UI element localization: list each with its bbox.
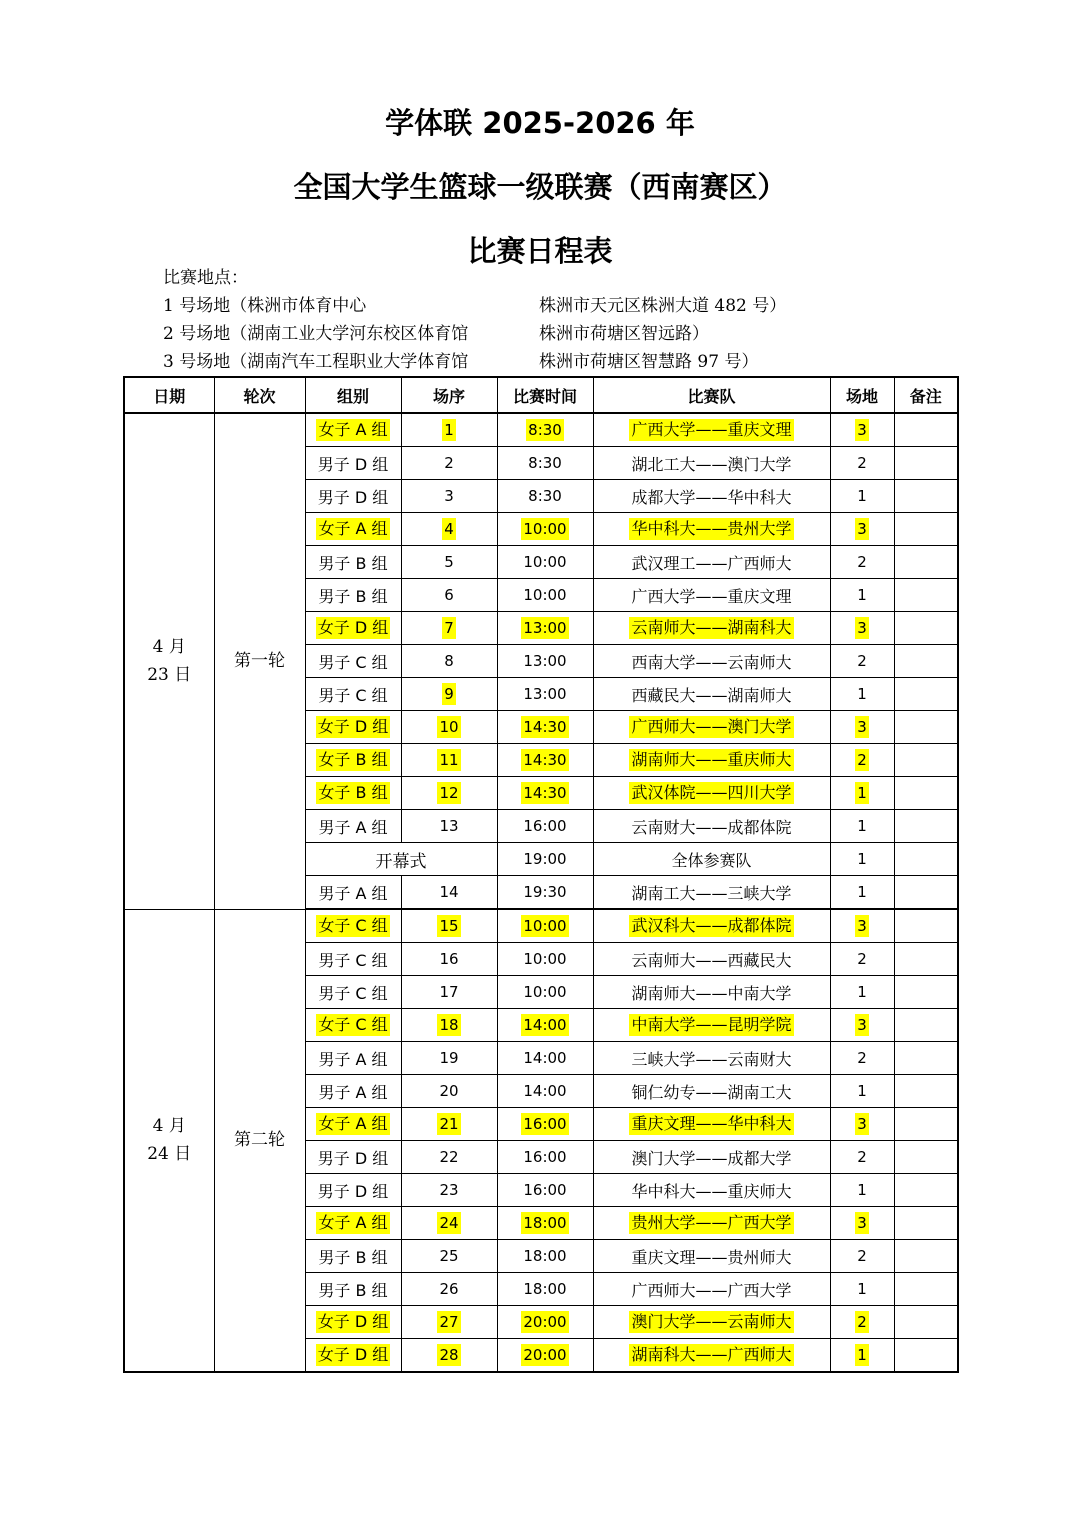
highlighted-text: 11 <box>439 751 459 769</box>
highlighted-text: 武汉科大——成都体院 <box>631 916 792 935</box>
venue-cell: 1 <box>830 976 894 1009</box>
round-cell: 第一轮 <box>214 413 305 909</box>
highlighted-text: 女子 C 组 <box>318 916 388 935</box>
seq-cell <box>401 513 497 546</box>
header-group: 组别 <box>305 377 401 413</box>
highlighted-text: 女子 B 组 <box>318 750 388 769</box>
seq-cell: 26 <box>401 1273 497 1306</box>
note-cell <box>894 777 958 810</box>
note-cell <box>894 1108 958 1141</box>
highlighted-text: 女子 D 组 <box>317 717 389 736</box>
time-cell <box>497 612 593 645</box>
teams-cell <box>593 744 830 777</box>
time-cell <box>497 1306 593 1339</box>
time-cell: 14:00 <box>497 1075 593 1108</box>
time-cell: 16:00 <box>497 1141 593 1174</box>
venue-cell <box>830 1009 894 1042</box>
note-cell <box>894 645 958 678</box>
time-cell <box>497 909 593 943</box>
time-cell <box>497 1207 593 1240</box>
highlighted-text: 21 <box>439 1115 459 1133</box>
note-cell <box>894 546 958 579</box>
teams-cell: 武汉理工——广西师大 <box>593 546 830 579</box>
time-cell <box>497 744 593 777</box>
highlighted-text: 重庆文理——华中科大 <box>631 1114 792 1133</box>
seq-cell: 23 <box>401 1174 497 1207</box>
venue-cell: 1 <box>830 480 894 513</box>
note-cell <box>894 413 958 447</box>
highlighted-text: 16:00 <box>523 1115 567 1133</box>
document-title <box>0 96 1080 288</box>
time-cell <box>497 1339 593 1373</box>
header-venue: 场地 <box>830 377 894 413</box>
seq-cell <box>401 744 497 777</box>
highlighted-text: 广西大学——重庆文理 <box>631 420 792 439</box>
venue-cell: 1 <box>830 1174 894 1207</box>
note-cell <box>894 744 958 777</box>
venue-cell <box>830 909 894 943</box>
header-note: 备注 <box>894 377 958 413</box>
highlighted-text: 14:30 <box>523 784 567 802</box>
time-cell: 18:00 <box>497 1273 593 1306</box>
time-cell: 14:00 <box>497 1042 593 1075</box>
highlighted-text: 华中科大——贵州大学 <box>631 519 792 538</box>
group-cell <box>305 1306 401 1339</box>
venue-cell <box>830 1207 894 1240</box>
seq-cell: 3 <box>401 480 497 513</box>
venue-heading: 比赛地点： <box>163 268 248 288</box>
round-cell: 第二轮 <box>214 909 305 1372</box>
highlighted-text: 1 <box>857 784 867 802</box>
highlighted-text: 14:30 <box>523 718 567 736</box>
venue-item <box>163 292 787 320</box>
time-cell: 8:30 <box>497 447 593 480</box>
venue-cell: 1 <box>830 579 894 612</box>
teams-cell: 云南师大——西藏民大 <box>593 943 830 976</box>
highlighted-text: 湖南师大——重庆师大 <box>631 750 792 769</box>
group-cell: 男子 C 组 <box>305 678 401 711</box>
seq-cell <box>401 413 497 447</box>
highlighted-text: 3 <box>857 421 867 439</box>
note-cell <box>894 480 958 513</box>
note-cell <box>894 843 958 876</box>
seq-cell: 19 <box>401 1042 497 1075</box>
teams-cell <box>593 777 830 810</box>
group-cell: 男子 A 组 <box>305 1075 401 1108</box>
venue-cell: 1 <box>830 876 894 910</box>
group-cell <box>305 909 401 943</box>
teams-cell <box>593 413 830 447</box>
venue-name: 1 号场地（株洲市体育中心 <box>163 296 367 316</box>
teams-cell <box>593 711 830 744</box>
highlighted-text: 2 <box>857 751 867 769</box>
teams-cell: 湖北工大——澳门大学 <box>593 447 830 480</box>
highlighted-text: 10:00 <box>523 917 567 935</box>
note-cell <box>894 1207 958 1240</box>
teams-cell: 广西师大——广西大学 <box>593 1273 830 1306</box>
highlighted-text: 3 <box>857 619 867 637</box>
highlighted-text: 24 <box>439 1214 459 1232</box>
note-cell <box>894 943 958 976</box>
highlighted-text: 14:30 <box>523 751 567 769</box>
ceremony-cell: 开幕式 <box>305 843 497 876</box>
teams-cell: 澳门大学——成都大学 <box>593 1141 830 1174</box>
seq-cell: 14 <box>401 876 497 910</box>
seq-cell <box>401 612 497 645</box>
highlighted-text: 27 <box>439 1313 459 1331</box>
seq-cell: 22 <box>401 1141 497 1174</box>
teams-cell: 铜仁幼专——湖南工大 <box>593 1075 830 1108</box>
title-line-2: 全国大学生篮球一级联赛（西南赛区） <box>293 170 787 204</box>
venue-cell: 2 <box>830 943 894 976</box>
time-cell: 10:00 <box>497 976 593 1009</box>
time-cell: 13:00 <box>497 645 593 678</box>
highlighted-text: 10:00 <box>523 520 567 538</box>
teams-cell: 重庆文理——贵州师大 <box>593 1240 830 1273</box>
highlighted-text: 女子 D 组 <box>317 1312 389 1331</box>
group-cell: 男子 C 组 <box>305 645 401 678</box>
group-cell: 男子 C 组 <box>305 943 401 976</box>
note-cell <box>894 1306 958 1339</box>
seq-cell: 2 <box>401 447 497 480</box>
teams-cell <box>593 909 830 943</box>
header-round: 轮次 <box>214 377 305 413</box>
venue-cell <box>830 612 894 645</box>
note-cell <box>894 1009 958 1042</box>
group-cell <box>305 513 401 546</box>
highlighted-text: 女子 A 组 <box>318 1213 388 1232</box>
time-cell <box>497 1108 593 1141</box>
note-cell <box>894 810 958 843</box>
venue-cell: 1 <box>830 1075 894 1108</box>
time-cell: 19:30 <box>497 876 593 910</box>
group-cell <box>305 711 401 744</box>
note-cell <box>894 1339 958 1373</box>
venue-item <box>163 320 709 348</box>
teams-cell: 西南大学——云南师大 <box>593 645 830 678</box>
venue-cell: 2 <box>830 546 894 579</box>
group-cell <box>305 1339 401 1373</box>
highlighted-text: 3 <box>857 1115 867 1133</box>
group-cell: 男子 B 组 <box>305 1273 401 1306</box>
highlighted-text: 9 <box>444 685 454 703</box>
header-teams: 比赛队 <box>593 377 830 413</box>
header-seq: 场序 <box>401 377 497 413</box>
seq-cell <box>401 1108 497 1141</box>
venue-cell: 1 <box>830 810 894 843</box>
teams-cell: 全体参赛队 <box>593 843 830 876</box>
highlighted-text: 女子 B 组 <box>318 783 388 802</box>
highlighted-text: 14:00 <box>523 1016 567 1034</box>
time-cell: 10:00 <box>497 943 593 976</box>
highlighted-text: 10 <box>439 718 459 736</box>
venue-cell <box>830 1339 894 1373</box>
group-cell <box>305 1108 401 1141</box>
venue-cell <box>830 744 894 777</box>
note-cell <box>894 612 958 645</box>
note-cell <box>894 909 958 943</box>
time-cell: 10:00 <box>497 579 593 612</box>
seq-cell: 17 <box>401 976 497 1009</box>
highlighted-text: 3 <box>857 917 867 935</box>
highlighted-text: 2 <box>857 1313 867 1331</box>
highlighted-text: 7 <box>444 619 454 637</box>
highlighted-text: 1 <box>444 421 454 439</box>
header-date: 日期 <box>124 377 214 413</box>
venue-cell <box>830 711 894 744</box>
seq-cell <box>401 1306 497 1339</box>
note-cell <box>894 1273 958 1306</box>
teams-cell: 三峡大学——云南财大 <box>593 1042 830 1075</box>
highlighted-text: 12 <box>439 784 459 802</box>
group-cell: 男子 A 组 <box>305 876 401 910</box>
highlighted-text: 女子 D 组 <box>317 618 389 637</box>
highlighted-text: 女子 A 组 <box>318 519 388 538</box>
teams-cell <box>593 1009 830 1042</box>
highlighted-text: 武汉体院——四川大学 <box>631 783 792 802</box>
venue-cell: 1 <box>830 1273 894 1306</box>
time-cell <box>497 711 593 744</box>
group-cell: 男子 D 组 <box>305 447 401 480</box>
teams-cell <box>593 1339 830 1373</box>
teams-cell <box>593 513 830 546</box>
note-cell <box>894 447 958 480</box>
note-cell <box>894 579 958 612</box>
venue-cell <box>830 777 894 810</box>
highlighted-text: 女子 A 组 <box>318 1114 388 1133</box>
seq-cell <box>401 909 497 943</box>
highlighted-text: 20:00 <box>523 1313 567 1331</box>
venue-cell: 1 <box>830 843 894 876</box>
teams-cell: 广西大学——重庆文理 <box>593 579 830 612</box>
time-cell <box>497 777 593 810</box>
highlighted-text: 18:00 <box>523 1214 567 1232</box>
group-cell <box>305 413 401 447</box>
date-cell: 4 月 24 日 <box>124 909 214 1372</box>
teams-cell <box>593 1306 830 1339</box>
highlighted-text: 女子 C 组 <box>318 1015 388 1034</box>
venue-cell <box>830 513 894 546</box>
seq-cell: 8 <box>401 645 497 678</box>
venue-cell: 2 <box>830 1141 894 1174</box>
note-cell <box>894 1174 958 1207</box>
group-cell: 男子 B 组 <box>305 1240 401 1273</box>
seq-cell <box>401 1207 497 1240</box>
group-cell <box>305 612 401 645</box>
time-cell <box>497 1009 593 1042</box>
highlighted-text: 20:00 <box>523 1346 567 1364</box>
highlighted-text: 18 <box>439 1016 459 1034</box>
venue-address: 株洲市荷塘区智远路） <box>539 324 709 344</box>
title-line-1: 学体联 2025-2026 年 <box>385 106 695 140</box>
seq-cell <box>401 678 497 711</box>
group-cell: 男子 D 组 <box>305 480 401 513</box>
teams-cell: 云南财大——成都体院 <box>593 810 830 843</box>
teams-cell: 华中科大——重庆师大 <box>593 1174 830 1207</box>
teams-cell: 西藏民大——湖南师大 <box>593 678 830 711</box>
time-cell <box>497 413 593 447</box>
teams-cell: 湖南工大——三峡大学 <box>593 876 830 910</box>
note-cell <box>894 876 958 910</box>
highlighted-text: 中南大学——昆明学院 <box>631 1015 792 1034</box>
group-cell: 男子 D 组 <box>305 1174 401 1207</box>
highlighted-text: 广西师大——澳门大学 <box>631 717 792 736</box>
note-cell <box>894 1141 958 1174</box>
venue-cell: 2 <box>830 1240 894 1273</box>
time-cell: 10:00 <box>497 546 593 579</box>
seq-cell <box>401 777 497 810</box>
note-cell <box>894 976 958 1009</box>
schedule-body <box>124 413 958 1372</box>
seq-cell <box>401 711 497 744</box>
highlighted-text: 3 <box>857 1016 867 1034</box>
seq-cell: 20 <box>401 1075 497 1108</box>
highlighted-text: 1 <box>857 1346 867 1364</box>
note-cell <box>894 1075 958 1108</box>
table-row <box>124 413 958 447</box>
group-cell: 男子 A 组 <box>305 810 401 843</box>
note-cell <box>894 678 958 711</box>
table-header-row <box>124 377 958 413</box>
teams-cell <box>593 612 830 645</box>
note-cell <box>894 711 958 744</box>
seq-cell: 13 <box>401 810 497 843</box>
teams-cell: 成都大学——华中科大 <box>593 480 830 513</box>
time-cell: 16:00 <box>497 1174 593 1207</box>
time-cell: 18:00 <box>497 1240 593 1273</box>
note-cell <box>894 1240 958 1273</box>
teams-cell <box>593 1207 830 1240</box>
seq-cell <box>401 1009 497 1042</box>
highlighted-text: 贵州大学——广西大学 <box>631 1213 792 1232</box>
venue-cell: 2 <box>830 1042 894 1075</box>
highlighted-text: 8:30 <box>528 421 562 439</box>
group-cell: 男子 C 组 <box>305 976 401 1009</box>
note-cell <box>894 513 958 546</box>
highlighted-text: 女子 A 组 <box>318 420 388 439</box>
highlighted-text: 女子 D 组 <box>317 1345 389 1364</box>
highlighted-text: 3 <box>857 718 867 736</box>
seq-cell: 25 <box>401 1240 497 1273</box>
time-cell: 8:30 <box>497 480 593 513</box>
group-cell <box>305 744 401 777</box>
group-cell: 男子 A 组 <box>305 1042 401 1075</box>
seq-cell <box>401 1339 497 1373</box>
highlighted-text: 13:00 <box>523 619 567 637</box>
highlighted-text: 28 <box>439 1346 459 1364</box>
time-cell: 16:00 <box>497 810 593 843</box>
date-cell: 4 月 23 日 <box>124 413 214 909</box>
schedule-table <box>123 376 959 1373</box>
seq-cell: 6 <box>401 579 497 612</box>
teams-cell: 湖南师大——中南大学 <box>593 976 830 1009</box>
venue-cell <box>830 1108 894 1141</box>
venue-name: 2 号场地（湖南工业大学河东校区体育馆 <box>163 324 469 344</box>
group-cell: 男子 B 组 <box>305 579 401 612</box>
group-cell: 男子 D 组 <box>305 1141 401 1174</box>
seq-cell: 5 <box>401 546 497 579</box>
group-cell <box>305 1207 401 1240</box>
group-cell <box>305 777 401 810</box>
title-line-3: 比赛日程表 <box>467 234 613 268</box>
venue-cell: 2 <box>830 447 894 480</box>
highlighted-text: 澳门大学——云南师大 <box>631 1312 792 1331</box>
venue-address: 株洲市荷塘区智慧路 97 号） <box>539 352 759 372</box>
venue-cell <box>830 413 894 447</box>
venue-item <box>163 348 759 376</box>
seq-cell: 16 <box>401 943 497 976</box>
highlighted-text: 湖南科大——广西师大 <box>631 1345 792 1364</box>
highlighted-text: 4 <box>444 520 454 538</box>
time-cell: 19:00 <box>497 843 593 876</box>
time-cell: 13:00 <box>497 678 593 711</box>
note-cell <box>894 1042 958 1075</box>
venue-list <box>163 264 787 376</box>
venue-cell <box>830 1306 894 1339</box>
highlighted-text: 云南师大——湖南科大 <box>631 618 792 637</box>
group-cell: 男子 B 组 <box>305 546 401 579</box>
table-row <box>124 909 958 943</box>
time-cell <box>497 513 593 546</box>
venue-address: 株洲市天元区株洲大道 482 号） <box>539 296 787 316</box>
highlighted-text: 3 <box>857 1214 867 1232</box>
highlighted-text: 3 <box>857 520 867 538</box>
highlighted-text: 15 <box>439 917 459 935</box>
header-time: 比赛时间 <box>497 377 593 413</box>
group-cell <box>305 1009 401 1042</box>
venue-cell: 1 <box>830 678 894 711</box>
teams-cell <box>593 1108 830 1141</box>
venue-name: 3 号场地（湖南汽车工程职业大学体育馆 <box>163 352 469 372</box>
venue-cell: 2 <box>830 645 894 678</box>
